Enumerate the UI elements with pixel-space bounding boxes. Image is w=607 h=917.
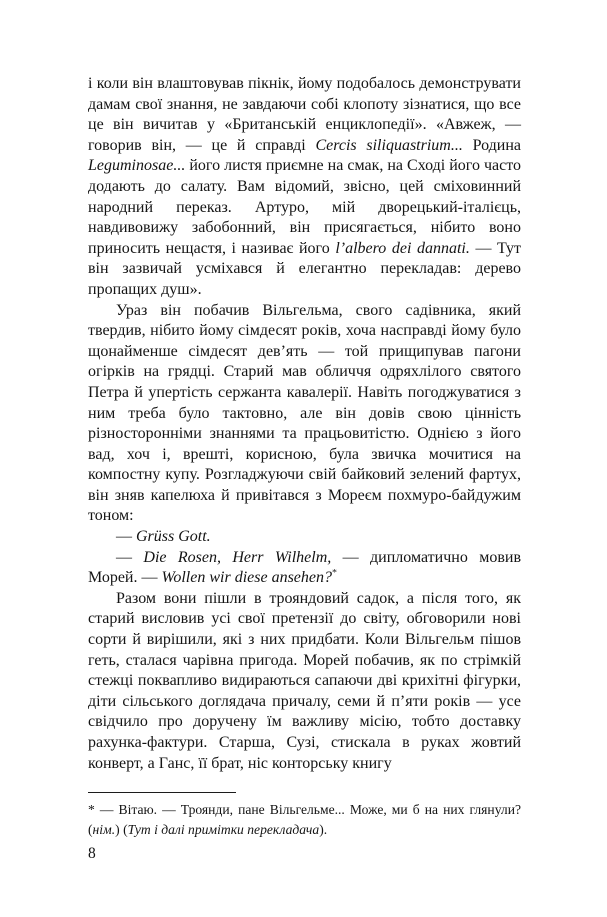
paragraph-dialogue: — Die Rosen, Herr Wilhelm, — дипломатично мовив Морей. — Wollen wir diese ansehen?*: [88, 548, 522, 587]
footnote-area: [88, 792, 521, 839]
paragraph: Разом вони пішли в трояндовий садок, а після того, як старий висловив усі свої претензії до світу, обговорили нові сорти й вирішили, які з них придбати. Коли Вільгельм пішов геть, сталася чарівна пригода. Морей побачив, як по стрімкій стежці поквапливо видираються сапаючи дві крихітні фігурки, діти сільського доглядача причалу, семи й п’яти років — усе свідчило про доручену їм важливу місію, тобто доставку рахунка-фактури. Старша, Сузі, стискала в руках жовтий конверт, а Ганс, її брат, ніс конторську книгу: [88, 589, 521, 772]
footnote-text: * — Вітаю. — Троянди, пане Вільгельме... Може, ми б на них глянули? (нім.) (Тут і далі примітки перекладача).: [88, 802, 521, 837]
footnote-divider: [88, 792, 236, 793]
paragraph: Ураз він побачив Вільгельма, свого садівника, який твердив, нібито йому сімдесят років, хоча насправді йому було щонайменше сімдесят дев’ять — той прищипував пагони огірків на грядці. Старий мав обличчя одряхлілого святого Петра й упертість сержанта кавалерії. Навіть погоджуватися з ним треба було тактовно, але він довів свою цінність різносторонніми знаннями та працьовитістю. Однією з його вад, хоч і, врешті, корисною, була звичка мочитися на компостну купу. Розгладжуючи свій байковий зелений фартух, він зняв капелюха й привітався з Мореєм похмуро-байдужим тоном:: [88, 301, 521, 525]
page-text: [88, 74, 521, 774]
paragraph-dialogue: — Grüss Gott.: [116, 528, 211, 546]
page-number: 8: [88, 845, 96, 862]
paragraph: і коли він влаштовував пікнік, йому подобалось демонструвати дамам свої знання, не завдаючи собі клопоту зізнатися, що все це він вичитав у «Британській енциклопедії». «Авжеж, — говорив він, — це й справді Cercis siliquastrium... Родина Leguminosae... його листя приємне на смак, на Сході його часто додають до салату. Вам відомий, звісно, цей сміховинний народний переказ. Артуро, мій дворецький-італієць, навдивовижу забобонний, він присягається, нібито воно приносить нещастя, і називає його l’albero dei dannati. — Тут він зазвичай усміхався й елегантно перекладав: дерево пропащих душ».: [88, 75, 522, 298]
